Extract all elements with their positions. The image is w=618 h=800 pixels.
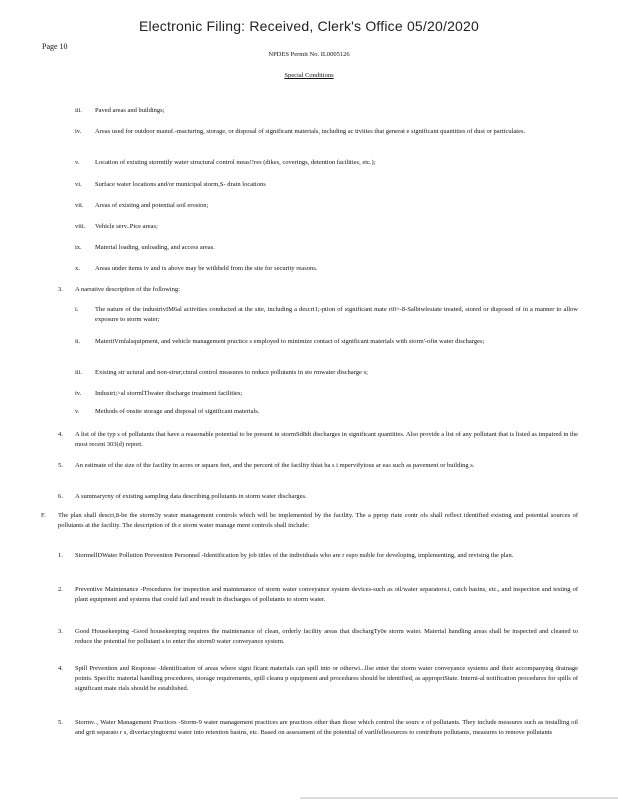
scan-artifact bbox=[300, 797, 618, 799]
list-item bbox=[58, 461, 578, 471]
page-number: Page 10 bbox=[42, 42, 68, 51]
list-item bbox=[58, 551, 578, 561]
section-title: Special Conditions bbox=[284, 72, 334, 79]
list-item bbox=[41, 511, 578, 531]
list-item bbox=[75, 127, 578, 137]
list-item-label: 6. bbox=[58, 493, 63, 500]
list-item bbox=[58, 430, 578, 450]
list-item bbox=[58, 285, 578, 295]
list-item bbox=[75, 264, 578, 274]
list-item-label: 4. bbox=[58, 431, 63, 438]
list-item-text: Industri;>al stormlTlwater discharge treatment facilities; bbox=[95, 390, 243, 397]
list-item-text: Areas under items iv and ix above may be withheld from the site for security reasons. bbox=[95, 265, 318, 272]
list-item bbox=[75, 407, 578, 417]
list-item bbox=[75, 305, 578, 325]
list-item-text: An estimate of the size of the facility in acres or square feet, and the percent of the facility thiat ha s i mpervifyious ar eas such as pavement or building s. bbox=[75, 462, 475, 469]
list-item-text: StormellDWater Pollution Prevention Personnel -Identification by job titles of the individuals who are r espo nsible for developing, implementing, and revising the plan. bbox=[75, 552, 514, 559]
list-item-text: Areas of existing and potential soil erosion; bbox=[95, 202, 209, 209]
list-item bbox=[58, 627, 578, 647]
list-item-label: iv. bbox=[75, 390, 82, 397]
list-item-label: iii. bbox=[75, 107, 83, 114]
list-item-text: A list of the typ s of pollutants that have a reasonable potential to be present in stormSd8dt discharges in significant quantities. Also provide a list of any pollutant that is listed as impaired in the most recent 303(d) report. bbox=[75, 431, 578, 448]
list-item-text: Vehicle serv..Pice areas; bbox=[95, 223, 158, 230]
list-item-text: The plan shall descri,8-be the storm3y water management controls which will be implemented by the facility. The a pprop riate contr ols shall reflect identified existing and potential sources of pollutants at the facility. The description of th e storm water manage ment controls shall include: bbox=[58, 512, 578, 529]
list-item-label: 3. bbox=[58, 628, 63, 635]
list-item-label: 4. bbox=[58, 665, 63, 672]
list-item bbox=[75, 368, 578, 378]
list-item bbox=[58, 492, 578, 502]
list-item-text: A summaryrny of existing sampling data describing pollutants in storm water discharges. bbox=[75, 493, 307, 500]
list-item-label: vii. bbox=[75, 202, 84, 209]
list-item-text: Methods of onsite storage and disposal of significant materials. bbox=[95, 408, 260, 415]
list-item-text: Good Housekeeping -Good housekeeping requires the maintenance of clean, orderly facility areas that dischargTy0e storm water. Material handling areas shall be inspected and cleaned to reduce the potential for pollutant s to enter the storm0 water conveyance system. bbox=[75, 628, 578, 645]
list-item bbox=[75, 337, 578, 347]
list-item bbox=[58, 585, 578, 605]
list-item-label: v. bbox=[75, 408, 80, 415]
list-item-label: viii. bbox=[75, 223, 86, 230]
permit-number: NPDES Permit No. IL0005126 bbox=[268, 51, 350, 58]
list-item bbox=[75, 389, 578, 399]
list-item bbox=[75, 180, 578, 190]
list-item-label: 5. bbox=[58, 462, 63, 469]
list-item bbox=[75, 222, 578, 232]
list-item-text: Areas used for outdoor manuf.-macturing, storage, or disposal of significant materials, including ac tivities that generat e significant quantities of dust or particulates. bbox=[95, 128, 526, 135]
list-item bbox=[58, 718, 578, 738]
list-item-label: iv. bbox=[75, 128, 82, 135]
list-item-label: ix. bbox=[75, 244, 82, 251]
list-item-text: MateriiVmfalsquipment, and vehicle management practice s employed to minimize contact of significant materials with storm'-ofin water discharges; bbox=[95, 338, 485, 345]
list-item bbox=[75, 243, 578, 253]
list-item-text: Surface water locations and/or municipal storm,S- drain locations bbox=[95, 181, 266, 188]
list-item-text: Paved areas and buildings; bbox=[95, 107, 165, 114]
list-item-text: Location of existing stormttly water structural control meas!!res (dikes, coverings, detention facilities, etc.); bbox=[95, 159, 376, 166]
efiling-stamp: Electronic Filing: Received, Clerk's Office 05/20/2020 bbox=[138, 18, 480, 34]
list-item bbox=[75, 201, 578, 211]
list-item-label: v. bbox=[75, 159, 80, 166]
list-item-text: Spill Prevention and Response -Identification of areas where signi ficant materials can spill into or otherwi...llse enter the storm water conveyance systems and their accompanying drainage points. Specific material handling procedures, storage requirements, spill cleanu p equipment and procedures should be identified, as appropriState. Interni-al notification procedures for spills of significant mate rials should be established. bbox=[75, 665, 578, 692]
list-item-label: 3. bbox=[58, 286, 63, 293]
list-item-text: Existing str uctural and non-strur;ctural control measures to reduce pollutants in sto rmwater discharge s; bbox=[95, 369, 368, 376]
list-item-label: 1. bbox=[58, 552, 63, 559]
list-item bbox=[75, 106, 578, 116]
list-item bbox=[75, 158, 578, 168]
list-item-label: vi. bbox=[75, 181, 82, 188]
list-item-text: The nature of the industrivIM6al activities conducted at the site, including a descri1;-ption of significant mate ri0>-8-Salbiwlesiate treated, stored or disposed of in a manner to allow exposure to storm water; bbox=[95, 306, 578, 323]
list-item-label: 2. bbox=[58, 586, 63, 593]
list-item-label: 5. bbox=[58, 719, 63, 726]
list-item-label: iii. bbox=[75, 369, 83, 376]
list-item-text: Preventive Maintenance -Procedures for inspection and maintenance of storm water conveyance system devices-such as oil/water separators.i, catch basins, etc., and inspection and testing of plant equipment and systems that could fail and result in discharges of pollutants to storm water. bbox=[75, 586, 578, 603]
list-item-text: Stormv.., Water Management Practices -Storm-9 water management practices are practices other than those which control the sourc e of pollutants. They include measures such as installing oil and grit separato r s, divertacyingtormi water into retention basins, etc. Based on assessment of the potential of varilfellesources to contribute pollutants, measures to remove pollutants bbox=[75, 719, 578, 736]
list-item-label: F. bbox=[41, 512, 46, 519]
list-item-label: ii. bbox=[75, 338, 81, 345]
list-item-text: Material loading, unloading, and access areas. bbox=[95, 244, 215, 251]
list-item bbox=[58, 664, 578, 694]
list-item-label: x. bbox=[75, 265, 80, 272]
list-item-label: i. bbox=[75, 306, 79, 313]
list-item-text: A narrative description of the following: bbox=[75, 286, 180, 293]
